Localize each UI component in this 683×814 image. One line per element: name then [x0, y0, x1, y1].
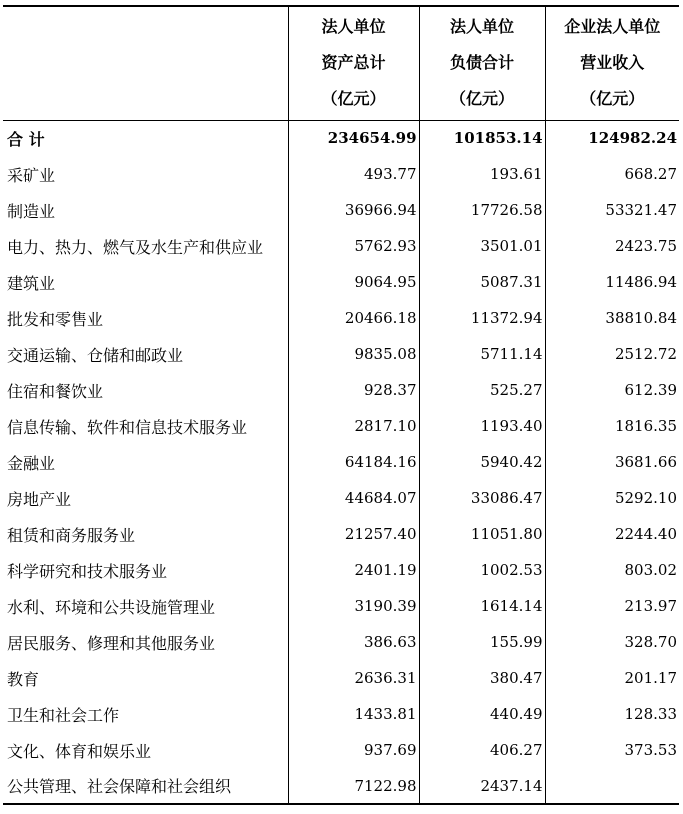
industry-name: 电力、热力、燃气及水生产和供应业 [7, 237, 264, 257]
header-line: （亿元） [580, 89, 645, 109]
industry-name: 批发和零售业 [7, 309, 104, 329]
revenue-value: 612.39 [545, 372, 679, 408]
liabilities-value: 5087.31 [419, 264, 545, 300]
assets-value: 5762.93 [288, 228, 419, 264]
assets-value: 7122.98 [288, 768, 419, 804]
industry-name: 卫生和社会工作 [7, 705, 120, 725]
industry-name: 文化、体育和娱乐业 [7, 741, 152, 761]
header-total-assets [288, 6, 419, 120]
industry-name: 信息传输、软件和信息技术服务业 [7, 417, 248, 437]
assets-value: 2401.19 [288, 552, 419, 588]
table-row [3, 660, 679, 696]
table-row [3, 228, 679, 264]
revenue-value: 11486.94 [545, 264, 679, 300]
revenue-value: 373.53 [545, 732, 679, 768]
liabilities-value: 5940.42 [419, 444, 545, 480]
header-operating-revenue [545, 6, 679, 120]
revenue-value: 2512.72 [545, 336, 679, 372]
revenue-value: 2423.75 [545, 228, 679, 264]
header-total-liabilities [419, 6, 545, 120]
header-line: （亿元） [449, 89, 514, 109]
header-line: 资产总计 [321, 53, 386, 73]
industry-name: 科学研究和技术服务业 [7, 561, 168, 581]
table-row [3, 192, 679, 228]
liabilities-value: 101853.14 [419, 120, 545, 156]
industry-name: 房地产业 [7, 489, 72, 509]
industry-name: 金融业 [7, 453, 56, 473]
table-row [3, 480, 679, 516]
assets-value: 234654.99 [288, 120, 419, 156]
revenue-value: 201.17 [545, 660, 679, 696]
liabilities-value: 406.27 [419, 732, 545, 768]
revenue-value: 124982.24 [545, 120, 679, 156]
assets-value: 493.77 [288, 156, 419, 192]
table-row [3, 264, 679, 300]
revenue-value [545, 768, 679, 804]
revenue-value: 328.70 [545, 624, 679, 660]
table-row [3, 732, 679, 768]
table-body [3, 120, 679, 804]
assets-value: 44684.07 [288, 480, 419, 516]
revenue-value: 128.33 [545, 696, 679, 732]
assets-value: 20466.18 [288, 300, 419, 336]
liabilities-value: 2437.14 [419, 768, 545, 804]
revenue-value: 803.02 [545, 552, 679, 588]
revenue-value: 668.27 [545, 156, 679, 192]
industry-name: 水利、环境和公共设施管理业 [7, 597, 216, 617]
liabilities-value: 193.61 [419, 156, 545, 192]
revenue-value: 38810.84 [545, 300, 679, 336]
assets-value: 9835.08 [288, 336, 419, 372]
liabilities-value: 1002.53 [419, 552, 545, 588]
table-row [3, 588, 679, 624]
industry-name: 采矿业 [7, 165, 56, 185]
revenue-value: 2244.40 [545, 516, 679, 552]
liabilities-value: 525.27 [419, 372, 545, 408]
table-row [3, 300, 679, 336]
assets-value: 2636.31 [288, 660, 419, 696]
liabilities-value: 440.49 [419, 696, 545, 732]
industry-name: 建筑业 [7, 273, 56, 293]
header-line: 法人单位 [449, 17, 514, 37]
industry-name: 居民服务、修理和其他服务业 [7, 633, 216, 653]
assets-value: 36966.94 [288, 192, 419, 228]
assets-value: 3190.39 [288, 588, 419, 624]
industry-name: 租赁和商务服务业 [7, 525, 136, 545]
liabilities-value: 33086.47 [419, 480, 545, 516]
liabilities-value: 1193.40 [419, 408, 545, 444]
assets-value: 386.63 [288, 624, 419, 660]
liabilities-value: 11372.94 [419, 300, 545, 336]
table-row [3, 552, 679, 588]
statistics-table [3, 5, 679, 805]
header-line: 营业收入 [580, 53, 645, 73]
liabilities-value: 17726.58 [419, 192, 545, 228]
revenue-value: 213.97 [545, 588, 679, 624]
revenue-value: 1816.35 [545, 408, 679, 444]
header-industry [3, 6, 288, 120]
assets-value: 928.37 [288, 372, 419, 408]
assets-value: 2817.10 [288, 408, 419, 444]
table-row [3, 156, 679, 192]
liabilities-value: 1614.14 [419, 588, 545, 624]
table-row [3, 372, 679, 408]
assets-value: 1433.81 [288, 696, 419, 732]
table-row [3, 336, 679, 372]
table-row [3, 768, 679, 804]
industry-name: 公共管理、社会保障和社会组织 [3, 768, 288, 804]
table-row [3, 516, 679, 552]
liabilities-value: 3501.01 [419, 228, 545, 264]
revenue-value: 5292.10 [545, 480, 679, 516]
industry-name: 制造业 [7, 201, 56, 221]
table-row [3, 696, 679, 732]
industry-name: 教育 [7, 669, 40, 689]
revenue-value: 53321.47 [545, 192, 679, 228]
table-row [3, 444, 679, 480]
header-line: 法人单位 [321, 17, 386, 37]
header-line: 负债合计 [449, 53, 514, 73]
table-row [3, 624, 679, 660]
liabilities-value: 5711.14 [419, 336, 545, 372]
assets-value: 21257.40 [288, 516, 419, 552]
table-header [3, 6, 679, 120]
assets-value: 9064.95 [288, 264, 419, 300]
industry-name: 住宿和餐饮业 [7, 381, 104, 401]
liabilities-value: 155.99 [419, 624, 545, 660]
liabilities-value: 11051.80 [419, 516, 545, 552]
assets-value: 937.69 [288, 732, 419, 768]
table-row [3, 408, 679, 444]
header-line: （亿元） [321, 89, 386, 109]
liabilities-value: 380.47 [419, 660, 545, 696]
table-row-total [3, 120, 679, 156]
revenue-value: 3681.66 [545, 444, 679, 480]
industry-name: 合 计 [7, 129, 45, 149]
assets-value: 64184.16 [288, 444, 419, 480]
header-line: 企业法人单位 [564, 17, 661, 37]
industry-name: 交通运输、仓储和邮政业 [7, 345, 184, 365]
